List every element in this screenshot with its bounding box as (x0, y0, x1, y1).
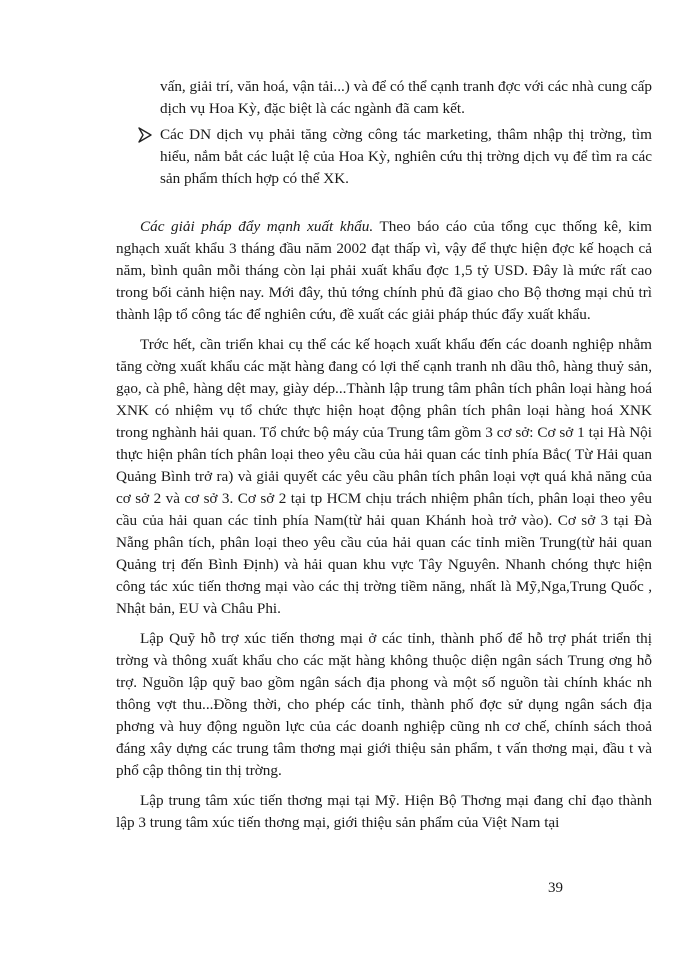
paragraph-3 (116, 628, 652, 782)
paragraph-text: Trớc hết, cần triển khai cụ thể các kế hoạch xuất khẩu đến các doanh nghiệp nhằm tăng cờng xuất khẩu các mặt hàng đang có lợi thế cạnh tranh nh dầu thô, hàng thuỷ sản, gạo, cà phê, hàng dệt may, giày dép...Thành lập trung tâm phân tích phân loại hàng hoá XNK có nhiệm vụ tổ chức thực hiện hoạt động phân tích phân loại hàng hoá XNK trong nghành hải quan. Tổ chức bộ máy của Trung tâm gồm 3 cơ sở: Cơ sở 1 tại Hà Nội thực hiện phân tích phân loại theo yêu cầu của hải quan các tỉnh phía Bắc( Từ Hải quan Quảng Bình trở ra) và giải quyết các yêu cầu phân tích phân loại vợt quá khả năng của cơ sở 2 và cơ sở 3. Cơ sở 2 tại tp HCM chịu trách nhiệm phân tích, phân loại theo yêu cầu của hải quan các tỉnh phía Nam(từ hải quan Khánh hoà trở vào). Cơ sở 3 tại Đà Nẵng phân tích, phân loại theo yêu cầu của hải quan các tỉnh miền Trung(từ hải quan Quảng trị đến Bình Định) và hải quan khu vực Tây Nguyên. Nhanh chóng thực hiện công tác xúc tiến thơng mại vào các thị trờng tiềm năng, nhất là Mỹ,Nga,Trung Quốc , Nhật bản, EU và Châu Phi. (116, 336, 652, 617)
paragraph-2 (116, 334, 652, 620)
paragraph-lead: Các giải pháp đẩy mạnh xuất khẩu. (140, 218, 374, 235)
bullet-text: Các DN dịch vụ phải tăng cờng công tác marketing, thâm nhập thị trờng, tìm hiểu, nắm bắt các luật lệ của Hoa Kỳ, nghiên cứu thị trờng dịch vụ để tìm ra các sản phẩm thích hợp có thể XK. (160, 126, 652, 187)
paragraph-text: Lập trung tâm xúc tiến thơng mại tại Mỹ. Hiện Bộ Thơng mại đang chỉ đạo thành lập 3 trung tâm xúc tiến thơng mại, giới thiệu sản phẩm của Việt Nam tại (116, 792, 652, 831)
page-number: 39 (548, 880, 563, 896)
arrowhead-bullet-icon (138, 127, 152, 143)
paragraph-text: Lập Quỹ hỗ trợ xúc tiến thơng mại ở các tỉnh, thành phố để hỗ trợ phát triển thị trờng và thông xuất khẩu cho các mặt hàng không thuộc diện ngân sách Trung ơng hỗ trợ. Nguồn lập quỹ bao gồm ngân sách địa phong và một số nguồn tài chính khác nh thông vợt thu...Đồng thời, cho phép các tỉnh, thành phố đợc sử dụng ngân sách địa phơng và huy động nguồn lực của các doanh nghiệp cũng nh cơ chế, chính sách thoả đáng xây dựng các trung tâm thơng mại giới thiệu sản phẩm, t vấn thơng mại, đầu t và phổ cập thông tin thị trờng. (116, 630, 652, 779)
paragraph-1 (116, 216, 652, 326)
paragraph-text: Theo báo cáo của tổng cục thống kê, kim nghạch xuất khẩu 3 tháng đầu năm 2002 đạt thấp vì, vậy để thực hiện đợc kế hoạch cả năm, bình quân mỗi tháng còn lại phải xuất khẩu đợc 1,5 tỷ USD. Đây là mức rất cao trong bối cảnh hiện nay. Mới đây, thủ tớng chính phủ đã giao cho Bộ thơng mại chủ trì thành lập tổ công tác để nghiên cứu, đề xuất các giải pháp thúc đẩy xuất khẩu. (116, 218, 652, 323)
continuation-text: vấn, giải trí, văn hoá, vận tải...) và để có thể cạnh tranh đợc với các nhà cung cấp dịch vụ Hoa Kỳ, đặc biệt là các ngành đã cam kết. (160, 78, 652, 117)
body-text (116, 216, 652, 842)
paragraph-4 (116, 790, 652, 834)
